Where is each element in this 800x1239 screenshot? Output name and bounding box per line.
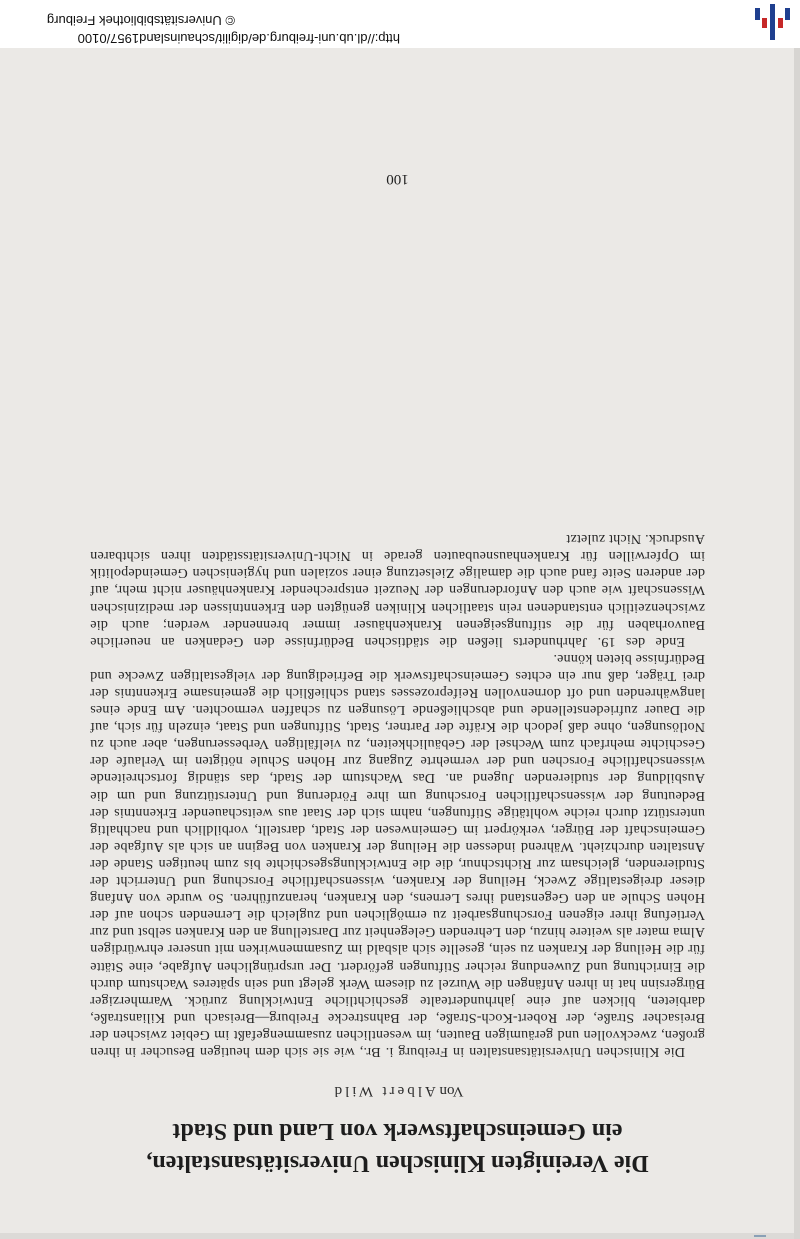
body-paragraph-2: Ende des 19. Jahrhunderts ließen die städtischen Bedürfnisse den Gedanken an neuerliche Bauvorhaben für die stiftungseigenen Krankenhäuser immer brennender werden; auch die zwischenzeitlich entstandenen rein staatlichen Kliniken genügten den Erkenntnissen der medizinischen Wissenschaft wie auch den Anforderungen der Neuzeit entsprechender Krankenhäuser nicht mehr, auf der anderen Seite fand auch die damalige Zielsetzung einer sozialen und hygienischen Gemeindepolitik im Opferwillen für Krankenhausneubauten gerade in Nicht-Universitätsstädten ihren sichtbaren Ausdruck. Nicht zuletzt	[90, 531, 705, 650]
article-title	[90, 1115, 705, 1179]
scan-edge-shadow	[794, 0, 800, 1239]
body-paragraph-1: Die Klinischen Universitätsanstalten in Freiburg i. Br., wie sie sich dem heutigen Besucher in ihren großen, zweckvollen und geräumigen Bauten, im wesentlichen zusammengefaßt im Gebiet zwischen der Breisacher Straße, der Robert-Koch-Straße, der Bahnstrecke Freiburg—Breisach und Kilianstraße, darbieten, blicken auf eine jahrhundertealte geschichtliche Entwicklung zurück. Warmherziger Bürgersinn hat in ihren Anfängen die Wurzel zu diesem Werk gelegt und sein späteres Wachstum durch die Einrichtung und Zuwendung reicher Stiftungen gefördert. Der ursprünglichen Aufgabe, eine Stätte für die Heilung der Kranken zu sein, gesellte sich alsbald im Zusammenwirken mit unserer ehrwürdigen Alma mater als weitere hinzu, den Lehrenden Gelegenheit zur Darstellung an den Kranken selbst und zur Vertiefung ihrer eigenen Forschungsarbeit zu ermöglichen und zugleich die Lernenden schon auf der Hohen Schule an den Gegenstand ihres Lernens, den Kranken, heranzuführen. So wurde von Anfang dieser dreigestaltige Zweck, Heilung der Kranken, wissenschaftliche Forschung und Unterricht der Studierenden, gleichsam zur Richtschnur, die die Entwicklungsgeschichte bis zum heutigen Stande der Anstalten durchzieht. Während indessen die Heilung der Kranken von Beginn an sich als Aufgabe der Gemeinschaft der Bürger, verkörpert im Gemeinwesen der Stadt, darstellt, vorbildlich und nachhaltig unterstützt durch reiche wohltätige Stiftungen, nahm sich der Staat aus weitschauender Erkenntnis der Bedeutung der wissenschaftlichen Forschung um ihre Förderung und Unterstützung und um die Ausbildung der studierenden Jugend an. Das Wachstum der Stadt, das ständig fortschreitende wissenschaftliche Forschen und der vermehrte Zugang zur Hohen Schule nötigten im Verlaufe der Geschichte mehrfach zum Wechsel der Gebäulichkeiten, zu vielfältigen Verbesserungen, aber auch zu Notlösungen, ohne daß jedoch die Kräfte der Partner, Stadt, Stiftungen und Staat, einzeln für sich, auf die Dauer zufriedenstellende und abschließende Lösungen zu schaffen vermochten. Am Ende eines langwährenden und oft dornenvollen Reifeprozesses stand schließlich die gemeinsame Erkenntnis der drei Träger, daß nur ein echtes Gemeinschaftswerk die Befriedigung der vielgestaltigen Zwecke und Bedürfnisse bieten könne.	[90, 650, 705, 1060]
author-prefix: Von	[439, 1083, 464, 1099]
author-byline	[90, 1082, 705, 1099]
library-copyright: © Universitätsbibliothek Freiburg	[46, 13, 235, 28]
scan-mark	[754, 1235, 766, 1237]
page-number: 100	[386, 171, 409, 187]
article	[90, 530, 705, 1179]
document-url: http://dl.ub.uni-freiburg.de/digilit/schauinsland1957/0100	[77, 31, 400, 46]
scan-border	[0, 1233, 800, 1239]
library-logo-icon	[752, 2, 792, 42]
title-line-2: ein Gemeinschaftswerk von Land und Stadt	[172, 1118, 623, 1144]
title-line-1: Die Vereinigten Klinischen Universitätsanstalten,	[146, 1150, 649, 1176]
article-body	[90, 530, 705, 1060]
author-name: Albert Wild	[331, 1083, 436, 1099]
